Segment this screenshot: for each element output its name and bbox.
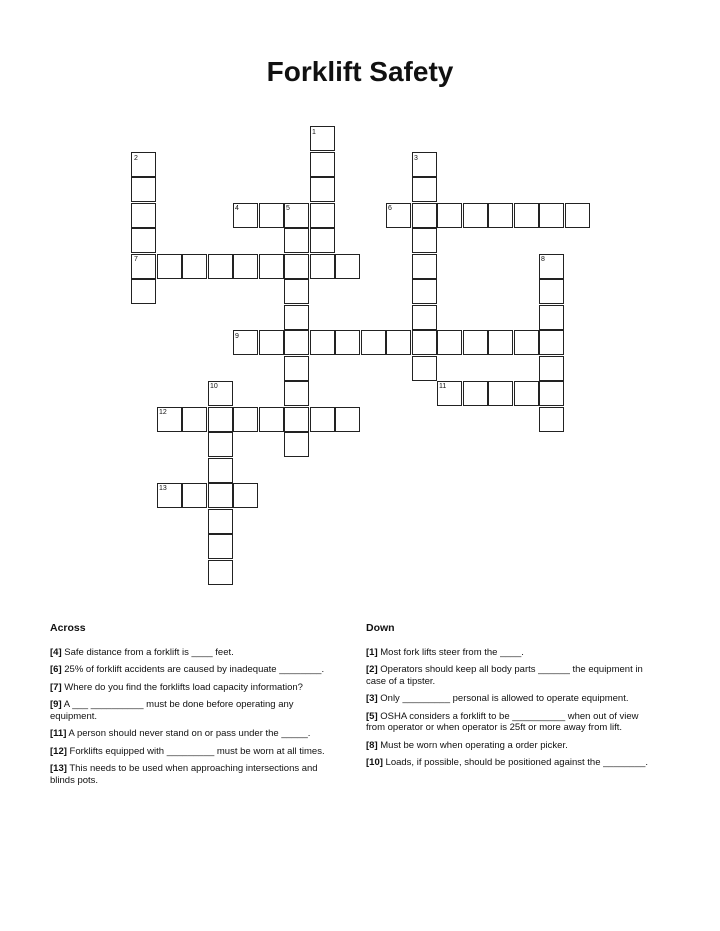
clue-text: Operators should keep all body parts ______ the equipment in case of a tipster. bbox=[366, 664, 643, 687]
down-clues bbox=[366, 623, 656, 775]
crossword-cell[interactable] bbox=[539, 356, 564, 381]
crossword-cell[interactable] bbox=[208, 560, 233, 585]
clue-number: [9] bbox=[50, 699, 62, 710]
clue-number: [11] bbox=[50, 728, 67, 739]
clue-number-7: 7 bbox=[134, 256, 138, 263]
crossword-cell[interactable] bbox=[412, 228, 437, 253]
crossword-cell[interactable] bbox=[284, 356, 309, 381]
clue-text: Most fork lifts steer from the ____. bbox=[380, 646, 524, 658]
crossword-cell[interactable] bbox=[514, 203, 539, 228]
crossword-cell[interactable] bbox=[310, 203, 335, 228]
clue-number-11: 11 bbox=[439, 383, 447, 390]
crossword-cell[interactable] bbox=[335, 407, 360, 432]
crossword-cell[interactable] bbox=[539, 279, 564, 304]
crossword-cell[interactable] bbox=[412, 203, 437, 228]
crossword-cell[interactable] bbox=[208, 407, 233, 432]
crossword-cell[interactable] bbox=[208, 483, 233, 508]
clue-text: Where do you find the forklifts load capacity information? bbox=[64, 681, 303, 693]
clue-number-4: 4 bbox=[235, 205, 239, 212]
clue-text: 25% of forklift accidents are caused by inadequate ________. bbox=[64, 664, 325, 675]
crossword-cell[interactable] bbox=[208, 458, 233, 483]
clue-down-3 bbox=[366, 693, 656, 705]
crossword-cell[interactable] bbox=[463, 203, 488, 228]
clue-number-13: 13 bbox=[159, 485, 167, 492]
clue-text: OSHA considers a forklift to be __________ when out of view from operator or when operator is 25ft or more away from lift. bbox=[366, 710, 639, 733]
clue-number: [10] bbox=[366, 757, 383, 768]
across-clues bbox=[50, 623, 340, 792]
clue-across-13 bbox=[50, 763, 340, 786]
clue-text: Loads, if possible, should be positioned against the ________. bbox=[385, 757, 649, 768]
clue-text: Safe distance from a forklift is ____ feet. bbox=[64, 646, 234, 658]
clue-number: [6] bbox=[50, 664, 62, 675]
crossword-cell[interactable] bbox=[310, 254, 335, 279]
clue-text: A ___ __________ must be done before operating any equipment. bbox=[50, 699, 294, 722]
clue-number: [7] bbox=[50, 681, 62, 693]
crossword-cell[interactable] bbox=[182, 254, 207, 279]
crossword-cell[interactable] bbox=[259, 330, 284, 355]
clue-across-6 bbox=[50, 664, 340, 676]
clue-number: [12] bbox=[50, 745, 67, 757]
clue-down-1 bbox=[366, 647, 656, 659]
clue-number-5: 5 bbox=[286, 205, 290, 212]
crossword-cell[interactable] bbox=[514, 381, 539, 406]
crossword-cell[interactable] bbox=[208, 509, 233, 534]
crossword-cell[interactable] bbox=[208, 432, 233, 457]
crossword-cell[interactable] bbox=[539, 381, 564, 406]
clue-down-5 bbox=[366, 711, 656, 734]
clue-number: [13] bbox=[50, 763, 67, 774]
page-title: Forklift Safety bbox=[266, 56, 454, 87]
crossword-cell[interactable] bbox=[539, 305, 564, 330]
clue-number-2: 2 bbox=[134, 155, 138, 162]
crossword-cell[interactable] bbox=[412, 330, 437, 355]
crossword-cell[interactable] bbox=[463, 381, 488, 406]
clue-text: Only _________ personal is allowed to operate equipment. bbox=[380, 693, 629, 704]
crossword-cell[interactable] bbox=[208, 254, 233, 279]
clue-number: [5] bbox=[366, 710, 378, 722]
clue-across-7 bbox=[50, 682, 340, 694]
crossword-cell[interactable] bbox=[539, 203, 564, 228]
crossword-cell[interactable] bbox=[412, 177, 437, 202]
crossword-cell[interactable] bbox=[131, 279, 156, 304]
crossword-cell[interactable] bbox=[310, 330, 335, 355]
crossword-cell[interactable] bbox=[284, 330, 309, 355]
clue-text: Must be worn when operating a order picker. bbox=[380, 739, 568, 751]
clue-down-10 bbox=[366, 757, 656, 769]
clue-number-12: 12 bbox=[159, 409, 167, 416]
clue-number: [8] bbox=[366, 739, 378, 751]
crossword-cell[interactable] bbox=[284, 305, 309, 330]
crossword-cell[interactable] bbox=[412, 356, 437, 381]
crossword-cell[interactable] bbox=[284, 254, 309, 279]
crossword-cell[interactable] bbox=[259, 254, 284, 279]
crossword-cell[interactable] bbox=[310, 177, 335, 202]
clue-across-4 bbox=[50, 647, 340, 659]
crossword-cell[interactable] bbox=[539, 407, 564, 432]
crossword-cell[interactable] bbox=[284, 381, 309, 406]
clue-number: [1] bbox=[366, 646, 378, 658]
clue-number: [3] bbox=[366, 693, 378, 704]
clue-number: [4] bbox=[50, 646, 62, 658]
across-heading: Across bbox=[50, 622, 86, 634]
clue-number-9: 9 bbox=[235, 333, 239, 340]
crossword-cell[interactable] bbox=[412, 305, 437, 330]
crossword-cell[interactable] bbox=[284, 407, 309, 432]
crossword-cell[interactable] bbox=[208, 534, 233, 559]
crossword-cell[interactable] bbox=[335, 330, 360, 355]
crossword-cell[interactable] bbox=[233, 483, 258, 508]
crossword-cell[interactable] bbox=[182, 483, 207, 508]
crossword-cell[interactable] bbox=[310, 228, 335, 253]
crossword-cell[interactable] bbox=[233, 407, 258, 432]
crossword-cell[interactable] bbox=[335, 254, 360, 279]
clue-number-6: 6 bbox=[388, 205, 392, 212]
crossword-cell[interactable] bbox=[386, 330, 411, 355]
crossword-cell[interactable] bbox=[412, 279, 437, 304]
crossword-cell[interactable] bbox=[539, 330, 564, 355]
crossword-cell[interactable] bbox=[182, 407, 207, 432]
crossword-cell[interactable] bbox=[157, 254, 182, 279]
clue-number: [2] bbox=[366, 664, 378, 675]
clue-down-2 bbox=[366, 664, 656, 687]
clue-across-12 bbox=[50, 746, 340, 758]
clue-text: Forklifts equipped with _________ must be worn at all times. bbox=[69, 745, 325, 757]
crossword-cell[interactable] bbox=[488, 381, 513, 406]
clue-number-8: 8 bbox=[541, 256, 545, 263]
clue-across-9 bbox=[50, 699, 340, 722]
clue-number-3: 3 bbox=[414, 155, 418, 162]
crossword-cell[interactable] bbox=[488, 203, 513, 228]
crossword-cell[interactable] bbox=[412, 254, 437, 279]
crossword-cell[interactable] bbox=[437, 203, 462, 228]
crossword-cell[interactable] bbox=[284, 228, 309, 253]
clue-text: This needs to be used when approaching intersections and blinds pots. bbox=[50, 763, 318, 786]
crossword-cell[interactable] bbox=[361, 330, 386, 355]
clue-across-11 bbox=[50, 728, 340, 740]
crossword-cell[interactable] bbox=[284, 279, 309, 304]
clue-number-10: 10 bbox=[210, 383, 218, 390]
crossword-cell[interactable] bbox=[310, 152, 335, 177]
clue-text: A person should never stand on or pass under the _____. bbox=[68, 728, 311, 739]
crossword-cell[interactable] bbox=[514, 330, 539, 355]
clue-down-8 bbox=[366, 740, 656, 752]
crossword-cell[interactable] bbox=[233, 254, 258, 279]
crossword-cell[interactable] bbox=[437, 330, 462, 355]
crossword-cell[interactable] bbox=[131, 177, 156, 202]
crossword-cell[interactable] bbox=[488, 330, 513, 355]
crossword-cell[interactable] bbox=[259, 203, 284, 228]
crossword-cell[interactable] bbox=[463, 330, 488, 355]
crossword-cell[interactable] bbox=[310, 407, 335, 432]
crossword-cell[interactable] bbox=[259, 407, 284, 432]
crossword-cell[interactable] bbox=[131, 228, 156, 253]
clue-number-1: 1 bbox=[312, 129, 316, 136]
crossword-cell[interactable] bbox=[565, 203, 590, 228]
crossword-cell[interactable] bbox=[284, 432, 309, 457]
crossword-cell[interactable] bbox=[131, 203, 156, 228]
down-heading: Down bbox=[366, 622, 395, 634]
